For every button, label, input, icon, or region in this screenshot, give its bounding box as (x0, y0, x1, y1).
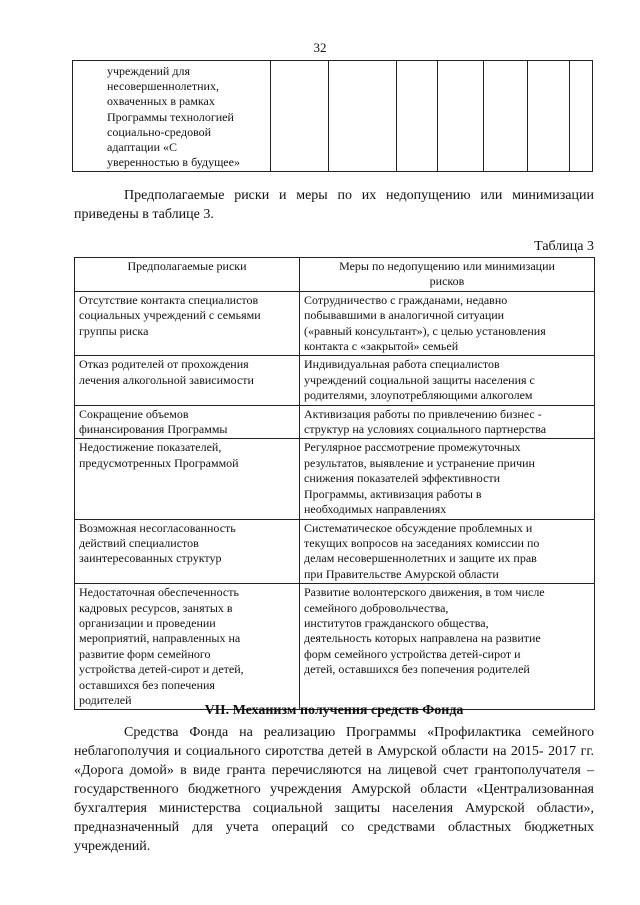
measure-cell: Развитие волонтерского движения, в том числе семейного добровольчества, институтов гражданского общества, деятельность которых направлена на развитие форм семейного устройства детей-сирот и детей, оставшихся без попечения родителей (300, 584, 595, 710)
table-header-row (75, 258, 595, 292)
continuation-cell-text: учреждений для несовершеннолетних, охваченных в рамках Программы технологией социально-средовой адаптации «С уверенностью в будущее» (73, 61, 271, 172)
continuation-row (73, 61, 593, 172)
risks-table (74, 257, 595, 710)
header-risks: Предполагаемые риски (75, 258, 300, 292)
empty-cell (484, 61, 528, 172)
table-row (75, 291, 595, 356)
empty-cell (397, 61, 438, 172)
table-label: Таблица 3 (534, 239, 594, 254)
page-number: 32 (313, 40, 327, 55)
table-row (75, 356, 595, 405)
final-paragraph: Средства Фонда на реализацию Программы «Профилактика семейного неблагополучия и социального сиротства детей в Амурской области на 2015- 2017 гг. «Дорога домой» в виде гранта перечисляются на лицевой счет грантополучателя – государственного бюджетного учреждения Амурской области «Централизованная бухгалтерия министерства социальной защиты населения Амурской области», предназначенный для учета операций со средствами областных бюджетных учреждений. (74, 725, 595, 854)
table-row (75, 439, 595, 519)
empty-cell (438, 61, 484, 172)
table-row (75, 519, 595, 584)
intro-paragraph: Предполагаемые риски и меры по их недопущению или минимизации приведены в таблице 3. (74, 188, 594, 222)
measure-cell: Индивидуальная работа специалистов учреждений социальной защиты населения с родителями, злоупотребляющими алкоголем (300, 356, 595, 405)
risk-cell: Отказ родителей от прохождения лечения алкогольной зависимости (75, 356, 300, 405)
risk-cell: Отсутствие контакта специалистов социальных учреждений с семьями группы риска (75, 291, 300, 356)
risk-cell: Недостижение показателей, предусмотренных Программой (75, 439, 300, 519)
header-measures: Меры по недопущению или минимизации рисков (300, 258, 595, 292)
table-row (75, 405, 595, 439)
risk-cell: Недостаточная обеспеченность кадровых ресурсов, занятых в организации и проведении мероприятий, направленных на развитие форм семейного устройства детей-сирот и детей, оставшихся без попечения родителей (75, 584, 300, 710)
risk-cell: Возможная несогласованность действий специалистов заинтересованных структур (75, 519, 300, 584)
section-heading: VII. Механизм получения средств Фонда (204, 703, 464, 718)
empty-cell (329, 61, 397, 172)
table-row (75, 584, 595, 710)
measure-cell: Регулярное рассмотрение промежуточных результатов, выявление и устранение причин снижения показателей эффективности Программы, активизация работы в необходимых направлениях (300, 439, 595, 519)
measure-cell: Сотрудничество с гражданами, недавно побывавшими в аналогичной ситуации («равный консультант»), с целью установления контакта с «закрытой» семьей (300, 291, 595, 356)
empty-cell (528, 61, 570, 172)
continuation-table (72, 60, 593, 172)
measure-cell: Активизация работы по привлечению бизнес - структур на условиях социального партнерства (300, 405, 595, 439)
empty-cell (570, 61, 593, 172)
risk-cell: Сокращение объемов финансирования Программы (75, 405, 300, 439)
empty-cell (271, 61, 329, 172)
measure-cell: Систематическое обсуждение проблемных и текущих вопросов на заседаниях комиссии по делам несовершеннолетних и защите их прав при Правительстве Амурской области (300, 519, 595, 584)
